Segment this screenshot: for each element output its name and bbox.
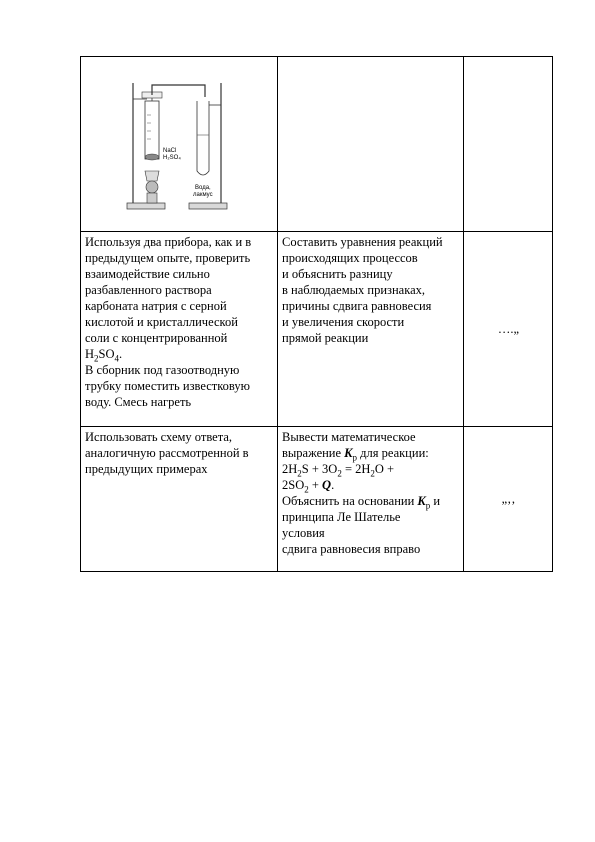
text-line: предыдущем опыте, проверить	[85, 251, 251, 265]
eq-part: = 2H	[341, 462, 371, 476]
empty-cell	[278, 57, 464, 232]
kp-sub: р	[352, 452, 358, 463]
text-line: Вывести математическое	[282, 430, 416, 444]
eq-part: 2H	[282, 462, 298, 476]
kp-symbol: K	[417, 494, 426, 508]
table-row	[81, 427, 553, 572]
text-line: в наблюдаемых признаках,	[282, 283, 426, 297]
eq-sub: 2	[297, 468, 302, 479]
text-line: причины сдвига равновесия	[282, 299, 432, 313]
empty-cell	[464, 57, 553, 232]
instruction-cell	[278, 427, 464, 572]
text-line: сдвига равновесия вправо	[282, 542, 421, 556]
formula-sub: 2	[94, 353, 99, 364]
eq-sub: 2	[337, 468, 342, 479]
table-row	[81, 232, 553, 427]
text-line: условия	[282, 526, 325, 540]
eq-part: .	[331, 478, 335, 492]
table-row	[81, 57, 553, 232]
figure-label-h2so4: H₂SO₄	[163, 155, 181, 161]
formula-sub: 4	[114, 353, 120, 364]
text-line: взаимодействие сильно	[85, 267, 210, 281]
kp-symbol: K	[344, 446, 353, 460]
text-line: предыдущих примерах	[85, 462, 208, 476]
figure-label-nacl: NaCl	[163, 148, 177, 154]
formula-part: .	[119, 347, 123, 361]
figure-label-litmus: лакмус	[193, 192, 213, 198]
eq-part: 2SO	[282, 478, 305, 492]
formula-part: H	[85, 347, 95, 361]
text-part: и	[430, 494, 441, 508]
text-line: и объяснить разницу	[282, 267, 393, 281]
text-line: разбавленного раствора	[85, 283, 212, 297]
apparatus-figure	[125, 75, 235, 215]
result-cell: „‚‚	[464, 427, 553, 572]
text-line	[282, 445, 460, 461]
heat-symbol: Q	[322, 478, 332, 492]
equation-line	[282, 461, 460, 477]
text-line: и увеличения скорости	[282, 315, 405, 329]
text-line: Составить уравнения реакций	[282, 235, 443, 249]
apparatus-cell	[81, 57, 278, 232]
eq-part: +	[308, 478, 323, 492]
formula-h2so4	[85, 346, 274, 362]
text-line: принципа Ле Шателье	[282, 510, 401, 524]
instruction-cell	[278, 232, 464, 427]
text-line: В сборник под газоотводную	[85, 363, 240, 377]
task-cell	[81, 427, 278, 572]
eq-part: O +	[374, 462, 395, 476]
text-line: соли с концентрированной	[85, 331, 228, 345]
eq-sub: 2	[370, 468, 375, 479]
equation-line	[282, 477, 460, 493]
eq-sub: 2	[304, 484, 309, 495]
result-cell: ….„	[464, 232, 553, 427]
text-line: Использовать схему ответа,	[85, 430, 233, 444]
task-cell	[81, 232, 278, 427]
text-line: кислотой и кристаллической	[85, 315, 238, 329]
eq-part: S + 3O	[301, 462, 338, 476]
text-line: Используя два прибора, как и в	[85, 235, 252, 249]
figure-label-water: Вода,	[195, 185, 211, 191]
text-line	[282, 493, 460, 509]
text-part: Объяснить на основании	[282, 494, 418, 508]
text-line: аналогичную рассмотренной в	[85, 446, 249, 460]
text-line: воду. Смесь нагреть	[85, 395, 192, 409]
kp-sub: р	[425, 500, 431, 511]
text-line: прямой реакции	[282, 331, 369, 345]
document-table	[80, 56, 553, 572]
text-part: выражение	[282, 446, 345, 460]
text-line: карбоната натрия с серной	[85, 299, 227, 313]
formula-part: SO	[98, 347, 115, 361]
text-line: трубку поместить известковую	[85, 379, 250, 393]
text-part: для реакции:	[357, 446, 429, 460]
text-line: происходящих процессов	[282, 251, 418, 265]
